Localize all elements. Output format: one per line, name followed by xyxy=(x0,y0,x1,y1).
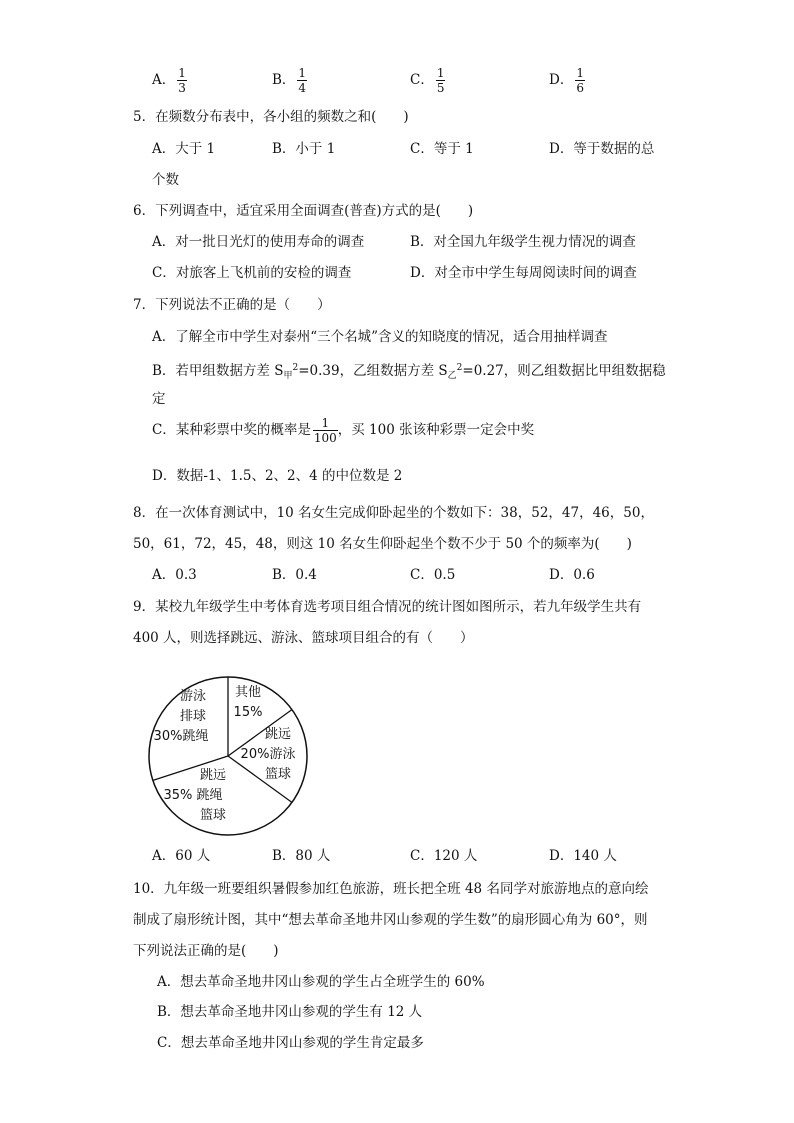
q10-stem-line3: 下列说法正确的是( ) xyxy=(133,943,279,959)
q6-option-c: C．对旅客上飞机前的安检的调查 xyxy=(152,265,352,281)
q5-option-d-wrap: 个数 xyxy=(152,172,179,188)
q9-option-a: A．60 人 xyxy=(152,848,211,864)
q7-stem: 7．下列说法不正确的是（ ） xyxy=(133,297,331,313)
pie-slice-label: 30%跳绳 xyxy=(153,729,209,744)
fraction: $\frac{1}{6}$ xyxy=(576,66,584,95)
q4-option-a: A． $\frac{1}{3}$ xyxy=(152,66,186,95)
q5-option-a: A．大于 1 xyxy=(152,141,216,157)
q6-stem: 6．下列调查中，适宜采用全面调查(普查)方式的是( ) xyxy=(133,203,474,219)
q10-option-c: C．想去革命圣地井冈山参观的学生肯定最多 xyxy=(157,1035,424,1051)
q10-stem-line2: 制成了扇形统计图，其中“想去革命圣地井冈山参观的学生数”的扇形圆心角为 60°，则 xyxy=(133,912,648,928)
q6-option-d: D．对全市中学生每周阅读时间的调查 xyxy=(410,265,637,281)
pie-slice-label: 35% 跳绳 xyxy=(163,788,223,803)
q9-option-b: B．80 人 xyxy=(272,848,331,864)
q9-option-d: D．140 人 xyxy=(549,848,617,864)
pie-slice-label: 跳远 xyxy=(199,768,227,783)
q7-option-b-wrap: 定 xyxy=(152,391,166,407)
q6-option-b: B．对全国九年级学生视力情况的调查 xyxy=(410,234,636,250)
q7-option-b: B．若甲组数据方差 $S_甲^2=0.39$，乙组数据方差 $S_乙^2=0.27$，则乙组数据比甲组数据稳 xyxy=(152,363,666,381)
q9-stem-line2: 400 人，则选择跳远、游泳、篮球项目组合的有（ ） xyxy=(133,630,474,646)
q9-stem-line1: 9．某校九年级学生中考体育选考项目组合情况的统计图如图所示，若九年级学生共有 xyxy=(133,599,642,615)
q8-option-d: D．0.6 xyxy=(549,567,595,583)
pie-slice-label: 其他 xyxy=(234,685,262,700)
q5-option-b: B．小于 1 xyxy=(272,141,336,157)
fraction: $\frac{1}{4}$ xyxy=(298,66,307,95)
q7-option-a: A．了解全市中学生对泰州“三个名城”含义的知晓度的情况，适合用抽样调查 xyxy=(152,329,608,345)
q4-option-d: D． $\frac{1}{6}$ xyxy=(549,66,584,95)
q8-stem-line2: 50，61，72，45，48，则这 10 名女生仰卧起坐个数不少于 50 个的频率为( ) xyxy=(133,536,632,552)
pie-slice-label: 游泳 xyxy=(179,689,207,704)
q5-option-d: D．等于数据的总 xyxy=(549,141,655,157)
fraction: $\frac{1}{3}$ xyxy=(178,66,186,95)
fraction: $\frac{1}{100}$ xyxy=(313,416,337,445)
fraction: $\frac{1}{5}$ xyxy=(436,66,445,95)
pie-chart xyxy=(143,670,313,840)
q5-stem: 5．在频数分布表中，各小组的频数之和( ) xyxy=(133,109,409,125)
q8-option-c: C．0.5 xyxy=(410,567,456,583)
q4-option-b: B． $\frac{1}{4}$ xyxy=(272,66,307,95)
q10-option-b: B．想去革命圣地井冈山参观的学生有 12 人 xyxy=(157,1004,423,1020)
q4-option-c: C． $\frac{1}{5}$ xyxy=(410,66,445,95)
q6-option-a: A．对一批日光灯的使用寿命的调查 xyxy=(152,234,365,250)
pie-slice-label: 跳远 xyxy=(264,727,292,742)
q9-option-c: C．120 人 xyxy=(410,848,478,864)
q8-stem-line1: 8．在一次体育测试中，10 名女生完成仰卧起坐的个数如下：38，52，47，46，50， xyxy=(133,505,654,521)
pie-slice-label: 篮球 xyxy=(264,767,292,782)
q7-option-d: D．数据-1、1.5、2、2、4 的中位数是 2 xyxy=(152,468,403,484)
q7-option-c: C．某种彩票中奖的概率是 $\frac{1}{100}$ ，买 100 张该种彩票一定会中奖 xyxy=(152,416,535,445)
pie-slice-label: 15% xyxy=(233,705,263,720)
q8-option-b: B．0.4 xyxy=(272,567,317,583)
q10-option-a: A．想去革命圣地井冈山参观的学生占全班学生的 60% xyxy=(157,974,485,990)
q5-option-c: C．等于 1 xyxy=(410,141,474,157)
q10-stem-line1: 10．九年级一班要组织暑假参加红色旅游，班长把全班 48 名同学对旅游地点的意向绘 xyxy=(133,881,649,897)
q8-option-a: A．0.3 xyxy=(152,567,197,583)
pie-slice-label: 20%游泳 xyxy=(240,747,296,762)
pie-slice-label: 篮球 xyxy=(199,808,227,823)
pie-slice-label: 排球 xyxy=(179,709,207,724)
